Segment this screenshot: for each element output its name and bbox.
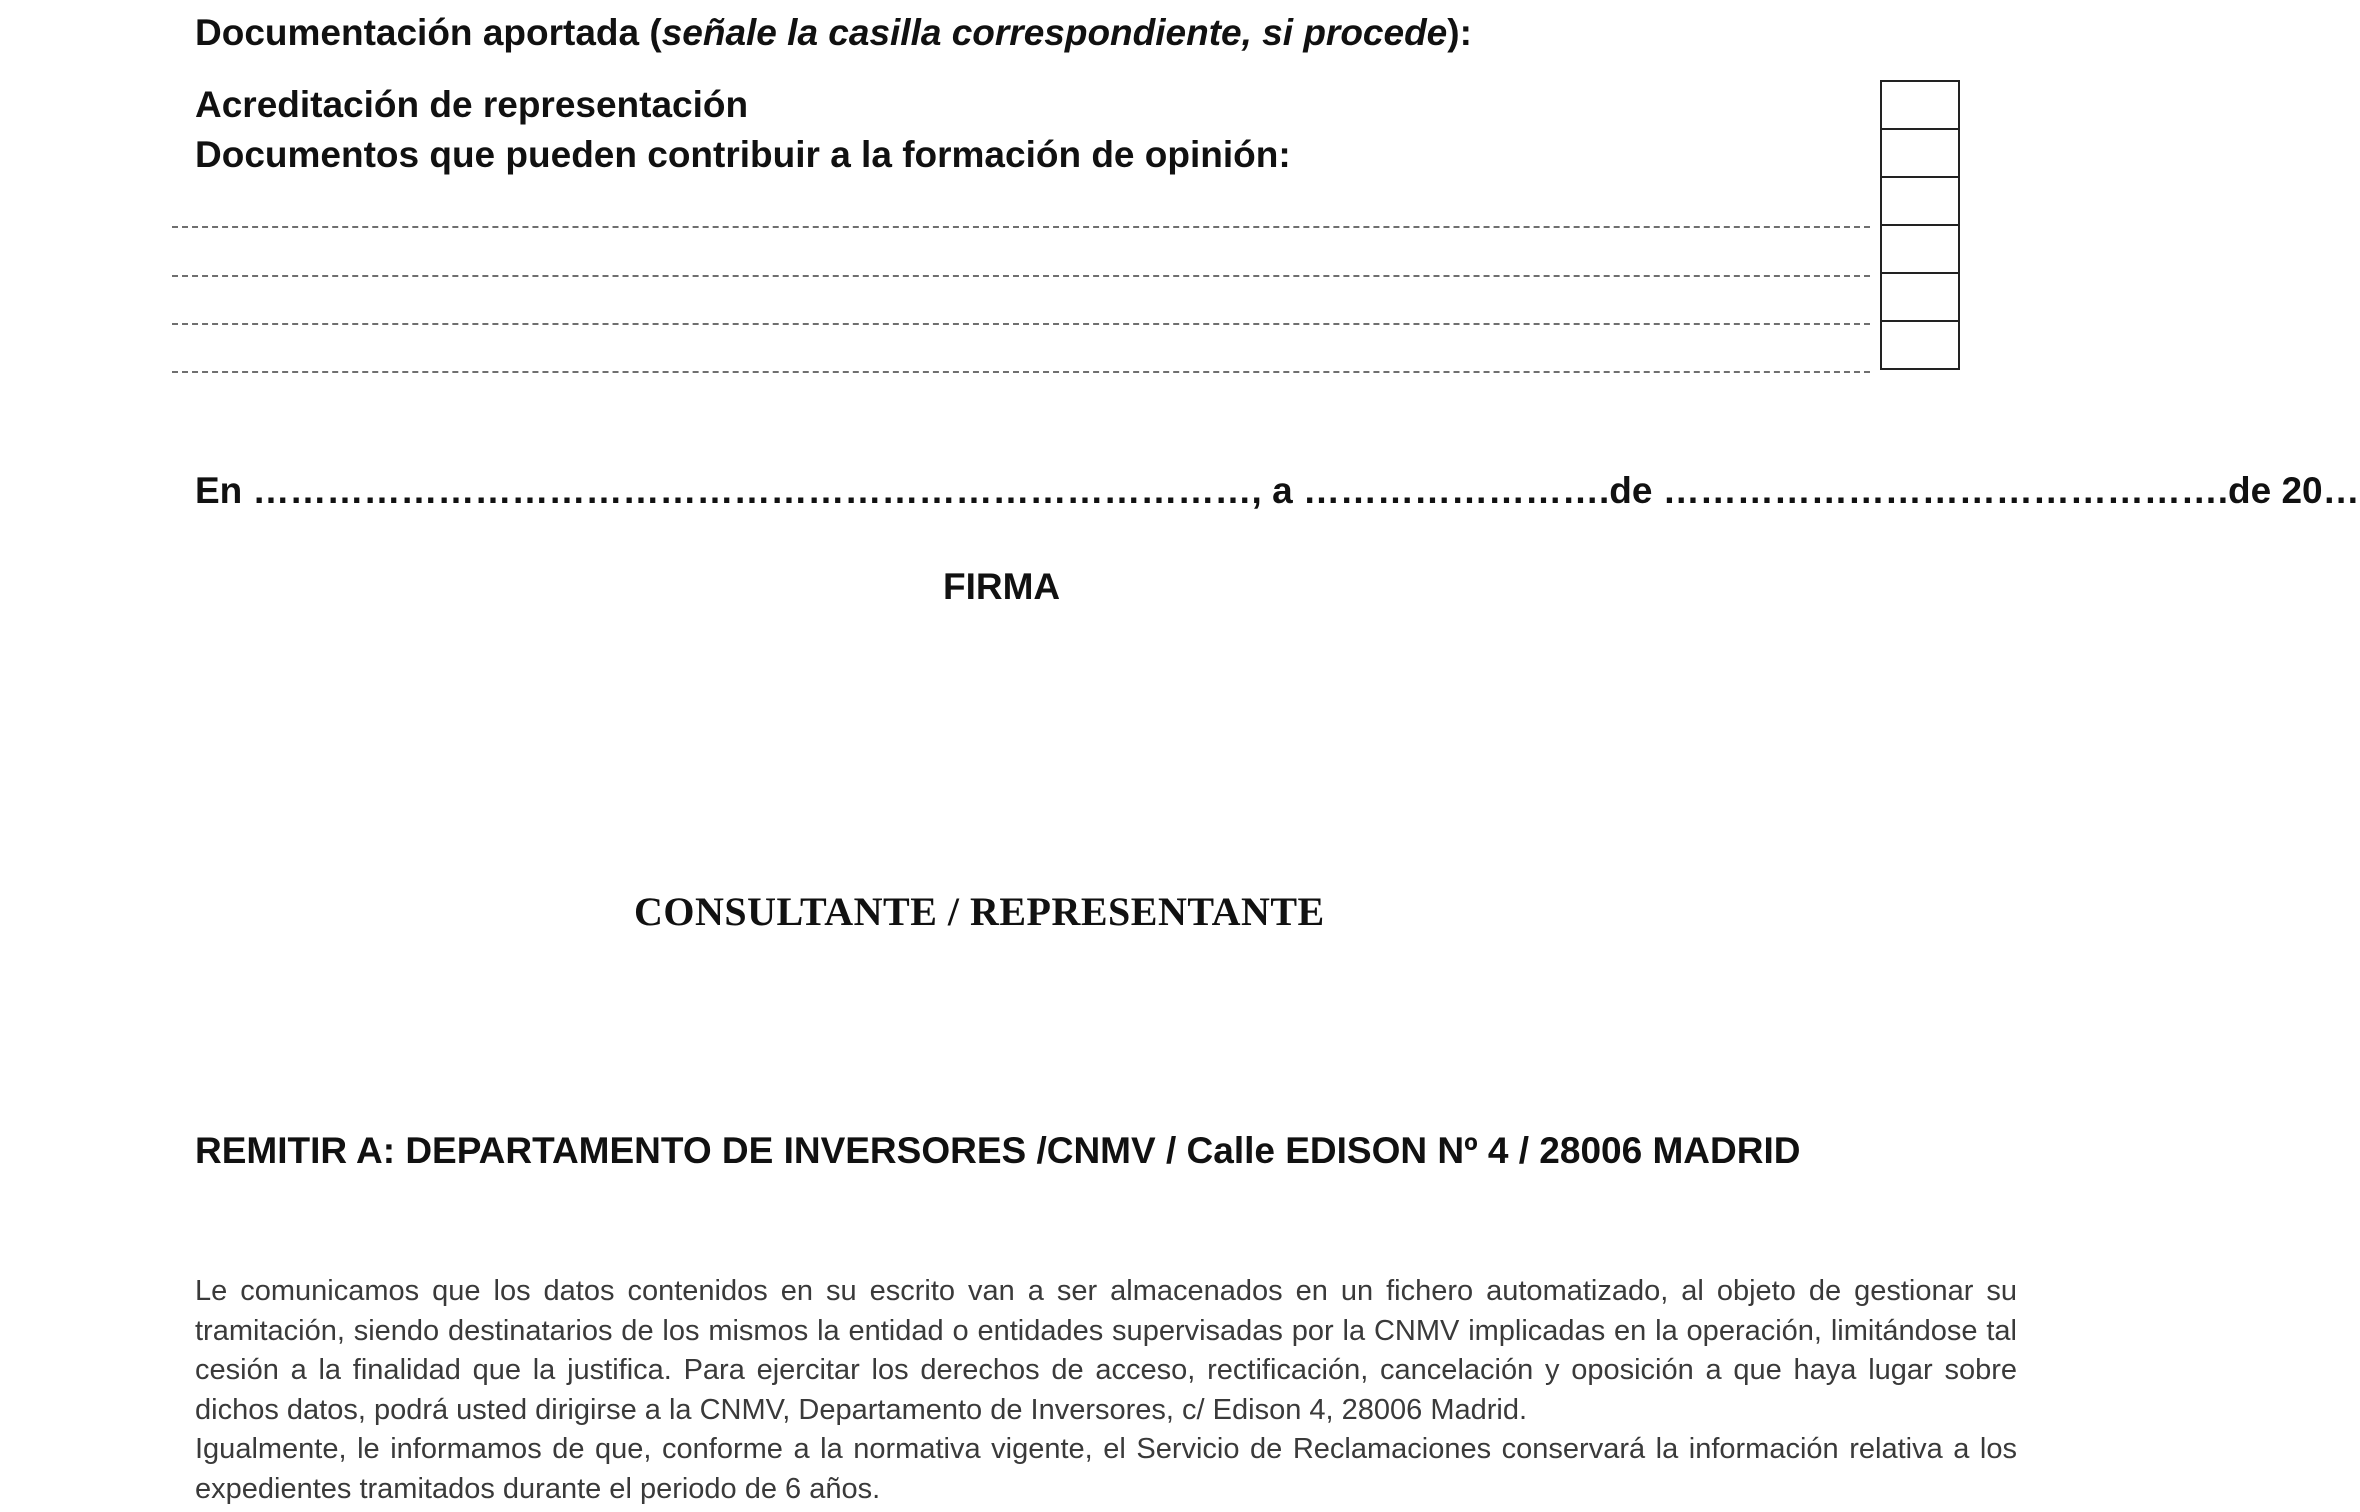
heading-end: ):: [1447, 12, 1472, 53]
heading-main: Documentación aportada (: [195, 12, 662, 53]
privacy-notice: [195, 1272, 2017, 1509]
item-acreditacion-representacion: Acreditación de representación: [195, 84, 749, 125]
document-entry-line: [172, 275, 1870, 277]
checkbox-acreditacion[interactable]: [1880, 80, 1960, 130]
checkbox-column: [1880, 80, 1958, 370]
remit-address: REMITIR A: DEPARTAMENTO DE INVERSORES /CNMV / Calle EDISON Nº 4 / 28006 MADRID: [195, 1130, 1801, 1171]
signer-role: CONSULTANTE / REPRESENTANTE: [634, 889, 1325, 934]
document-entry-line: [172, 323, 1870, 325]
checkbox-documentos[interactable]: [1880, 130, 1960, 178]
checkbox-document-4[interactable]: [1880, 322, 1960, 370]
checkbox-document-1[interactable]: [1880, 178, 1960, 226]
document-entry-line: [172, 226, 1870, 228]
place-date-line[interactable]: En ………………………………………………………………………, a …………………….de ……………………………………….de 20…: [195, 470, 2360, 511]
privacy-notice-paragraph: Le comunicamos que los datos contenidos en su escrito van a ser almacenados en un fichero automatizado, al objeto de gestionar su tramitación, siendo destinatarios de los mismos la entidad o entidades supervisadas por la CNMV implicadas en la operación, limitándose tal cesión a la finalidad que la justifica. Para ejercitar los derechos de acceso, rectificación, cancelación y oposición a que haya lugar sobre dichos datos, podrá usted dirigirse a la CNMV, Departamento de Inversores, c/ Edison 4, 28006 Madrid.: [195, 1275, 2017, 1426]
signature-label: FIRMA: [943, 566, 1061, 607]
checkbox-document-2[interactable]: [1880, 226, 1960, 274]
item-documentos-opinion: Documentos que pueden contribuir a la formación de opinión:: [195, 134, 1291, 175]
heading-instruction: señale la casilla correspondiente, si procede: [661, 12, 1448, 53]
section-heading: [195, 12, 1472, 54]
retention-notice-paragraph: Igualmente, le informamos de que, conforme a la normativa vigente, el Servicio de Reclamaciones conservará la información relativa a los expedientes tramitados durante el periodo de 6 años.: [195, 1433, 2017, 1505]
document-entry-line: [172, 371, 1870, 373]
checkbox-document-3[interactable]: [1880, 274, 1960, 322]
